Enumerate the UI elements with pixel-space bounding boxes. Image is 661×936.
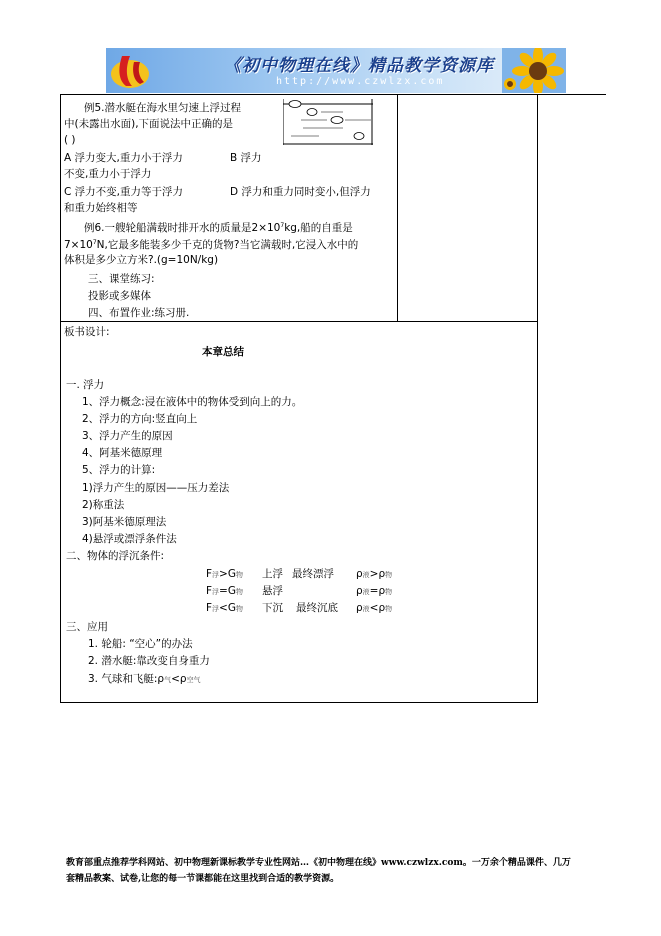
calc-method: 3)阿基米德原理法 (82, 516, 167, 528)
table-border-bottom (60, 702, 538, 703)
condition-final: 最终沉底 (296, 602, 338, 614)
example5-line3: ( ) (64, 134, 76, 146)
density-relation: ρ液<ρ物 (356, 602, 393, 614)
section1-heading: 一. 浮力 (66, 379, 105, 391)
table-border-left (60, 95, 61, 703)
condition-state: 下沉 (262, 602, 283, 614)
sunflower-icon (502, 48, 566, 93)
practice-heading: 三、课堂练习: (88, 273, 155, 285)
footer-line1: 教育部重点推荐学科网站、初中物理新课标教学专业性网站…《初中物理在线》www.czwlzx.com。一万余个精品课件、几万 (66, 858, 571, 868)
calc-method: 1)浮力产生的原因——压力差法 (82, 482, 230, 494)
condition-final: 最终漂浮 (292, 568, 334, 580)
section1-item: 2、浮力的方向:竖直向上 (82, 413, 198, 425)
section1-item: 4、阿基米德原理 (82, 447, 163, 459)
header-rule (60, 94, 606, 95)
banner-url: http://www.czwlzx.com (276, 76, 445, 87)
section2-heading: 二、物体的浮沉条件: (66, 550, 165, 562)
example5-line1: 例5.潜水艇在海水里匀速上浮过程 (84, 102, 242, 114)
board-design-label: 板书设计: (64, 326, 110, 338)
page-footer (66, 855, 626, 887)
example5-line2: 中(未露出水面),下面说法中正确的是 (64, 118, 234, 130)
table-column-divider (397, 95, 398, 322)
application-item: 2. 潜水艇:靠改变自身重力 (88, 655, 210, 667)
homework-line: 四、布置作业:练习册. (88, 307, 190, 319)
table-border-right (537, 95, 538, 703)
section1-item: 1、浮力概念:浸在液体中的物体受到向上的力。 (82, 396, 303, 408)
calc-method: 2)称重法 (82, 499, 125, 511)
example6-line2: $7\times 10^7N$,它最多能装多少千克的货物?当它满载时,它浸入水中的 (64, 239, 359, 251)
condition-state: 上浮 (262, 568, 283, 580)
calc-method: 4)悬浮或漂浮条件法 (82, 533, 177, 545)
header-banner (106, 48, 566, 93)
condition-row: F浮<G物 (206, 602, 243, 614)
example5-option-b-cont: 不变,重力小于浮力 (64, 168, 152, 180)
application-item: 3. 气球和飞艇:ρ气<ρ空气 (88, 673, 201, 685)
example5-option-d: D 浮力和重力同时变小,但浮力 (230, 186, 371, 198)
application-item: 1. 轮船: “空心”的办法 (88, 638, 193, 650)
chapter-summary-title: 本章总结 (202, 346, 244, 358)
condition-row: F浮>G物 (206, 568, 243, 580)
practice-item: 投影或多媒体 (88, 290, 151, 302)
example5-option-d-cont: 和重力始终相等 (64, 202, 138, 214)
table-row-divider (60, 321, 538, 322)
density-relation: ρ液=ρ物 (356, 585, 393, 597)
banner-title: 《初中物理在线》精品教学资源库 (224, 56, 494, 76)
site-logo-icon (108, 50, 152, 91)
section1-item: 5、浮力的计算: (82, 464, 156, 476)
section1-item: 3、浮力产生的原因 (82, 430, 173, 442)
footer-line2: 套精品教案、试卷,让您的每一节课都能在这里找到合适的教学资源。 (66, 874, 340, 884)
submarine-diagram (283, 99, 373, 145)
condition-row: F浮=G物 (206, 585, 243, 597)
example6-line3: 体积是多少立方米?.(g=10N/kg) (64, 254, 219, 266)
example5-option-c: C 浮力不变,重力等于浮力 (64, 186, 184, 198)
example5-option-a: A 浮力变大,重力小于浮力 (64, 152, 183, 164)
example5-option-b: B 浮力 (230, 152, 262, 164)
density-relation: ρ液>ρ物 (356, 568, 393, 580)
section3-heading: 三、应用 (66, 621, 108, 633)
condition-state: 悬浮 (262, 585, 283, 597)
example6-line1: 例6.一艘轮船满载时排开水的质量是$2\times 10^7kg$,船的自重是 (84, 222, 353, 234)
